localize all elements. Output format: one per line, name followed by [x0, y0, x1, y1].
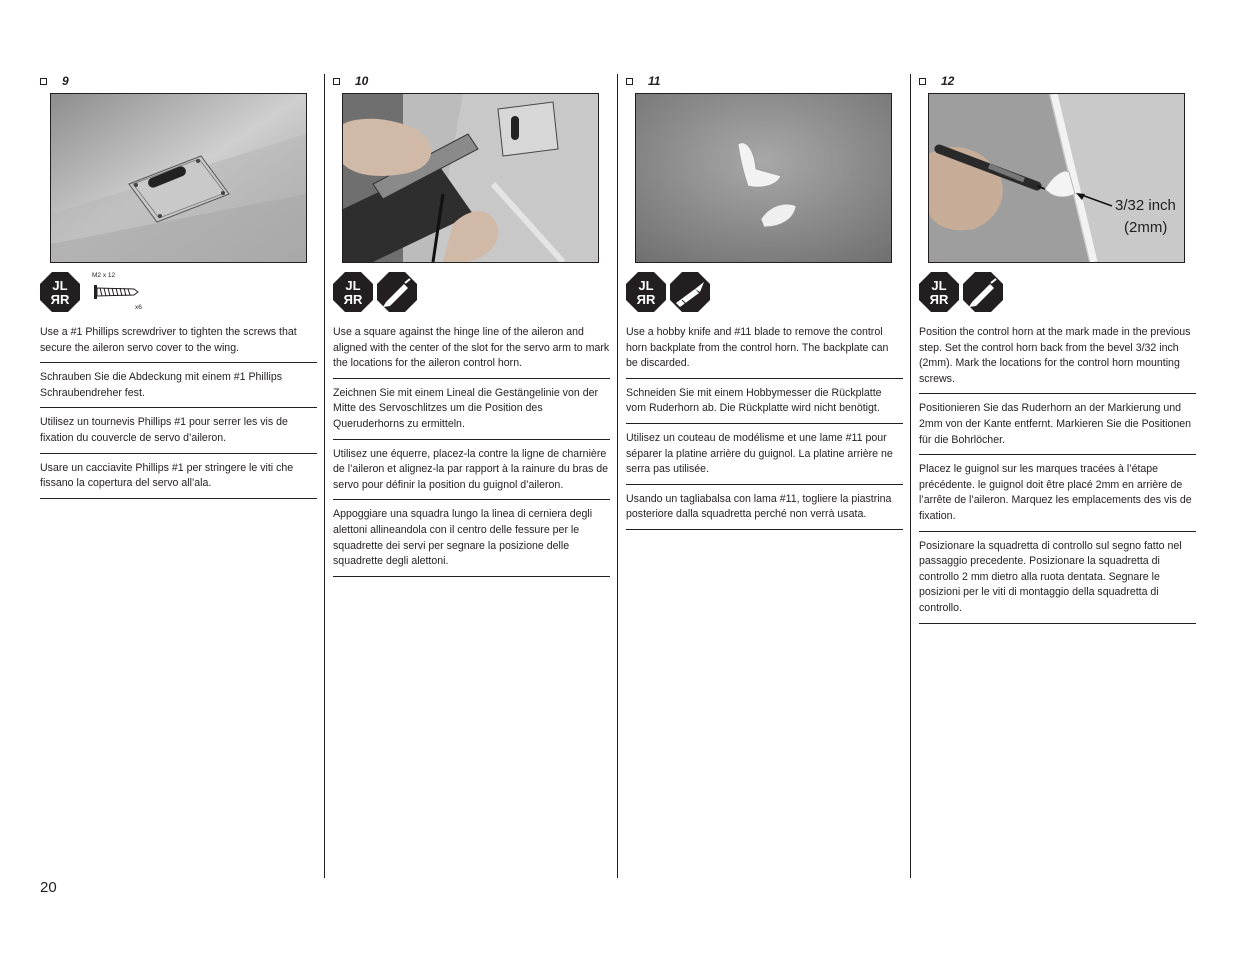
instruction-english: Use a #1 Phillips screwdriver to tighten the screws that secure the aileron servo cover to the wing.	[40, 323, 317, 363]
instruction-english: Position the control horn at the mark made in the previous step. Set the control horn back from the bevel 3/32 inch (2mm). Mark the locations for the control horn mounting screws.	[919, 323, 1196, 394]
step-10-column	[333, 70, 610, 878]
pen-icon	[377, 272, 417, 312]
instruction-text	[40, 323, 317, 504]
svg-text:JL: JL	[638, 278, 654, 293]
column-divider	[910, 74, 911, 878]
step-header	[333, 74, 368, 88]
step-photo-servo-cover	[50, 93, 307, 263]
instruction-french: Utilisez un couteau de modélisme et une lame #11 pour séparer la platine arrière du guignol. La platine arrière ne serra pas utilisée.	[626, 429, 903, 485]
instruction-german: Zeichnen Sie mit einem Lineal die Gestängelinie von der Mitte des Servoschlitzes um die Position des Queruderhorns zu ermitteln.	[333, 384, 610, 440]
both-sides-icon	[919, 272, 959, 312]
instruction-italian: Posizionare la squadretta di controllo sul segno fatto nel passaggio precedente. Posizionare la squadretta di controllo 2 mm dietro alla ruota dentata. Segnare le posizioni per le viti di montaggio della squadretta di controllo.	[919, 537, 1196, 624]
column-divider	[324, 74, 325, 878]
instruction-german: Schrauben Sie die Abdeckung mit einem #1 Phillips Schraubendreher fest.	[40, 368, 317, 408]
callout-dimension-inch: 3/32 inch	[1115, 197, 1176, 214]
svg-text:ЯR: ЯR	[929, 292, 949, 307]
pen-icon	[963, 272, 1003, 312]
instruction-italian: Appoggiare una squadra lungo la linea di cerniera degli alettoni allineandola con il centro delle fessure per le squadrette dei servi per segnare la posizione delle squadrette degli alettoni.	[333, 505, 610, 576]
instruction-german: Positionieren Sie das Ruderhorn an der Markierung und 2mm von der Kante entfernt. Markieren Sie die Positionen für die Bohrlöcher.	[919, 399, 1196, 455]
instruction-french: Placez le guignol sur les marques tracées à l’étape précédente. le guignol doit être placé 2mm en arrière de l’arrête de l’aileron. Marquez les emplacements des vis de fixation.	[919, 460, 1196, 531]
svg-text:JL: JL	[931, 278, 947, 293]
both-sides-icon	[333, 272, 373, 312]
screw-size-label: M2 x 12	[92, 272, 116, 279]
step-number: 12	[941, 74, 955, 88]
step-checkbox[interactable]	[919, 78, 926, 85]
svg-text:JL: JL	[345, 278, 361, 293]
both-sides-icon	[40, 272, 80, 312]
column-divider	[617, 74, 618, 878]
instruction-german: Schneiden Sie mit einem Hobbymesser die Rückplatte vom Ruderhorn ab. Die Rückplatte wird nicht benötigt.	[626, 384, 903, 424]
instruction-french: Utilisez un tournevis Phillips #1 pour serrer les vis de fixation du couvercle de servo d’aileron.	[40, 413, 317, 453]
step-header	[626, 74, 660, 88]
step-header	[40, 74, 69, 88]
hobby-knife-icon	[670, 272, 710, 312]
page-number: 20	[40, 879, 57, 896]
instruction-italian: Usare un cacciavite Phillips #1 per stringere le viti che fissano la copertura del servo all’ala.	[40, 459, 317, 499]
instruction-english: Use a square against the hinge line of the aileron and aligned with the center of the slot for the servo arm to mark the locations for the aileron control horn.	[333, 323, 610, 379]
step-number: 9	[62, 74, 69, 88]
step-icons	[333, 272, 421, 312]
step-photo-marking-horn	[928, 93, 1185, 263]
step-icons	[626, 272, 714, 312]
step-12-column	[919, 70, 1196, 878]
step-number: 11	[648, 74, 661, 88]
callout-dimension-mm: (2mm)	[1124, 219, 1168, 236]
svg-text:ЯR: ЯR	[636, 292, 656, 307]
step-checkbox[interactable]	[40, 78, 47, 85]
step-photo-control-horn-parts	[635, 93, 892, 263]
both-sides-icon	[626, 272, 666, 312]
instruction-text	[626, 323, 903, 535]
instruction-text	[919, 323, 1196, 629]
instruction-text	[333, 323, 610, 582]
step-number: 10	[355, 74, 369, 88]
step-photo-square-marking	[342, 93, 599, 263]
svg-text:ЯR: ЯR	[343, 292, 363, 307]
step-9-column	[40, 70, 317, 878]
svg-text:ЯR: ЯR	[50, 292, 70, 307]
instruction-italian: Usando un tagliabalsa con lama #11, togliere la piastrina posteriore dalla squadretta perché non verrà usata.	[626, 490, 903, 530]
svg-text:JL: JL	[52, 278, 68, 293]
step-11-column	[626, 70, 903, 878]
step-checkbox[interactable]	[626, 78, 633, 85]
instruction-english: Use a hobby knife and #11 blade to remove the control horn backplate from the control horn. The backplate can be discarded.	[626, 323, 903, 379]
step-checkbox[interactable]	[333, 78, 340, 85]
screw-callout	[86, 272, 146, 312]
instruction-french: Utilisez une équerre, placez-la contre la ligne de charnière de l’aileron et alignez-la par rapport à la rainure du bras de servo pour définir la position du guignol d’aileron.	[333, 445, 610, 501]
step-icons	[919, 272, 1007, 312]
step-header	[919, 74, 954, 88]
screw-quantity: x6	[135, 304, 142, 311]
step-icons	[40, 272, 146, 312]
